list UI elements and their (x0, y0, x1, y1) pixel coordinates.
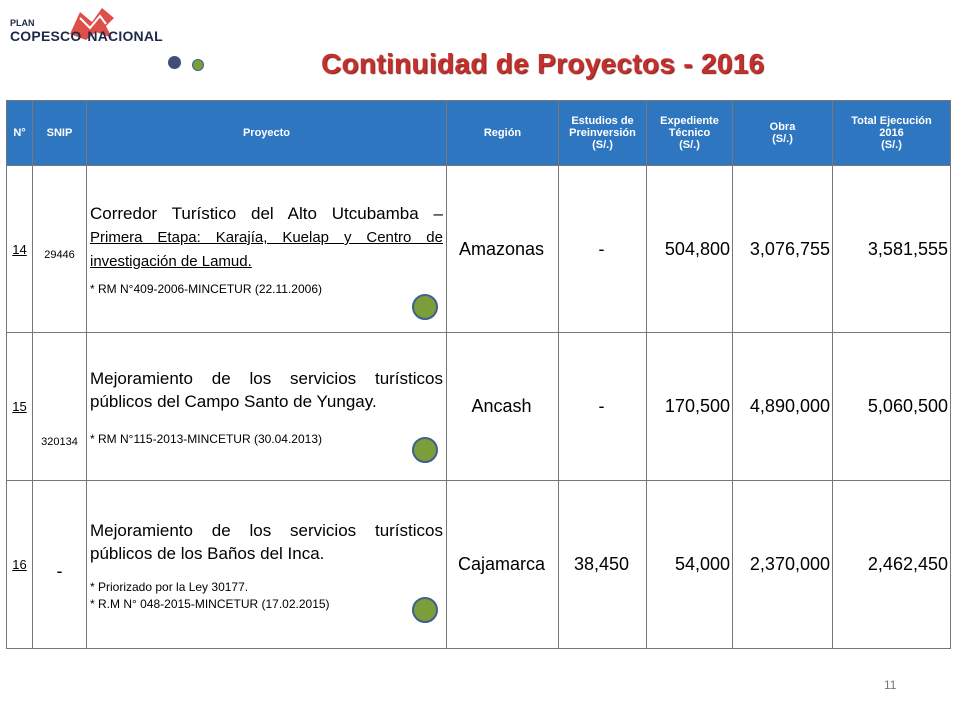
row-num[interactable]: 15 (7, 333, 33, 481)
row-region: Ancash (447, 333, 559, 481)
row-obra: 4,890,000 (733, 333, 833, 481)
green-status-dot-icon (412, 294, 438, 320)
page-title: Continuidad de Proyectos - 2016 (321, 48, 765, 79)
row-snip: 320134 (33, 333, 87, 481)
project-name (90, 367, 443, 413)
header-obra-line2: (S/.) (772, 133, 793, 145)
row-estudios: - (559, 166, 647, 333)
project-name-main: Mejoramiento de los servicios turísticos públicos del Campo Santo de Yungay. (90, 369, 443, 411)
project-name-underlined: Primera Etapa: Karajía, Kuelap y Centro de investigación de Lamud. (90, 229, 443, 270)
page-number: 11 (884, 678, 897, 692)
table-row (7, 333, 951, 481)
projects-table (6, 100, 951, 649)
header-obra-line1: Obra (769, 121, 796, 133)
header-estudios (559, 101, 647, 166)
row-expediente: 170,500 (647, 333, 733, 481)
green-status-dot-icon (412, 437, 438, 463)
row-estudios: - (559, 333, 647, 481)
project-name (90, 519, 443, 565)
table-row (7, 166, 951, 333)
row-total: 2,462,450 (833, 481, 951, 649)
logo-word1: COPESCO (10, 28, 82, 44)
project-name-main: Corredor Turístico del Alto Utcubamba – (90, 204, 443, 223)
header-snip: SNIP (33, 101, 87, 166)
row-snip: 29446 (33, 166, 87, 333)
row-expediente: 54,000 (647, 481, 733, 649)
logo-line2 (10, 28, 169, 44)
header-expediente-line1: Expediente (660, 115, 719, 127)
row-project (87, 166, 447, 333)
row-num[interactable]: 16 (7, 481, 33, 649)
row-region: Amazonas (447, 166, 559, 333)
header-estudios-line3: (S/.) (592, 139, 613, 151)
row-total: 3,581,555 (833, 166, 951, 333)
row-project (87, 481, 447, 649)
row-expediente: 504,800 (647, 166, 733, 333)
project-note: * R.M N° 048-2015-MINCETUR (17.02.2015) (90, 596, 330, 611)
row-region: Cajamarca (447, 481, 559, 649)
row-obra: 2,370,000 (733, 481, 833, 649)
logo-word2: NACIONAL (87, 28, 163, 44)
row-num[interactable]: 14 (7, 166, 33, 333)
project-name-main: Mejoramiento de los servicios turísticos públicos de los Baños del Inca. (90, 520, 443, 563)
row-project (87, 333, 447, 481)
project-note: * RM N°115-2013-MINCETUR (30.04.2013) (90, 432, 322, 446)
project-name (90, 202, 443, 273)
green-status-dot-icon (412, 597, 438, 623)
green-dot-icon (192, 59, 204, 71)
header-total-line1: Total Ejecución (851, 115, 932, 127)
project-note: * RM N°409-2006-MINCETUR (22.11.2006) (90, 282, 322, 296)
header-expediente-line2: Técnico (668, 127, 711, 139)
row-snip: - (33, 481, 87, 649)
logo-line1: PLAN (10, 18, 35, 28)
table-header-row (7, 101, 951, 166)
navy-dot-icon (168, 56, 181, 69)
header-num: N° (7, 101, 33, 166)
plan-copesco-logo (4, 4, 174, 84)
row-total: 5,060,500 (833, 333, 951, 481)
header-estudios-line1: Estudios de (571, 115, 634, 127)
header-expediente (647, 101, 733, 166)
header-total (833, 101, 951, 166)
table-row (7, 481, 951, 649)
header-region: Región (447, 101, 559, 166)
project-note: * Priorizado por la Ley 30177. (90, 579, 249, 594)
header-expediente-line3: (S/.) (679, 139, 700, 151)
header-obra (733, 101, 833, 166)
header-proyecto: Proyecto (87, 101, 447, 166)
header-estudios-line2: Preinversión (569, 127, 636, 139)
header-total-line3: (S/.) (881, 139, 902, 151)
row-estudios: 38,450 (559, 481, 647, 649)
header-total-line2: 2016 (879, 127, 904, 139)
row-obra: 3,076,755 (733, 166, 833, 333)
